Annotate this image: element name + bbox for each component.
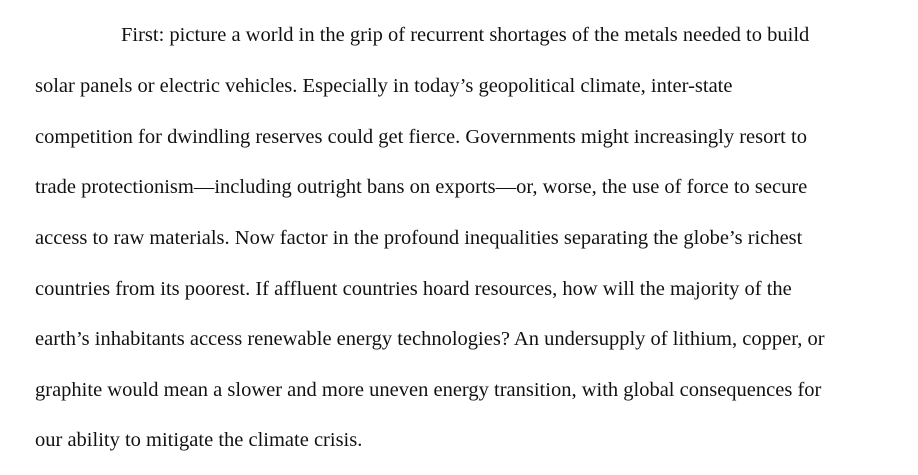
paragraph-line: solar panels or electric vehicles. Especially in today’s geopolitical climate, inter-state (35, 75, 733, 97)
paragraph-line: competition for dwindling reserves could get fierce. Governments might increasingly resort to (35, 126, 807, 148)
paragraph-line: countries from its poorest. If affluent countries hoard resources, how will the majority of the (35, 278, 792, 300)
paragraph-line: First: picture a world in the grip of recurrent shortages of the metals needed to build (121, 24, 810, 46)
paragraph-line: trade protectionism—including outright bans on exports—or, worse, the use of force to secure (35, 176, 808, 198)
paragraph-line: our ability to mitigate the climate crisis. (35, 429, 363, 451)
paragraph-line: access to raw materials. Now factor in the profound inequalities separating the globe’s richest (35, 227, 803, 249)
paragraph-line: graphite would mean a slower and more uneven energy transition, with global consequences for (35, 379, 822, 401)
paragraph-line: earth’s inhabitants access renewable energy technologies? An undersupply of lithium, copper, or (35, 328, 825, 350)
